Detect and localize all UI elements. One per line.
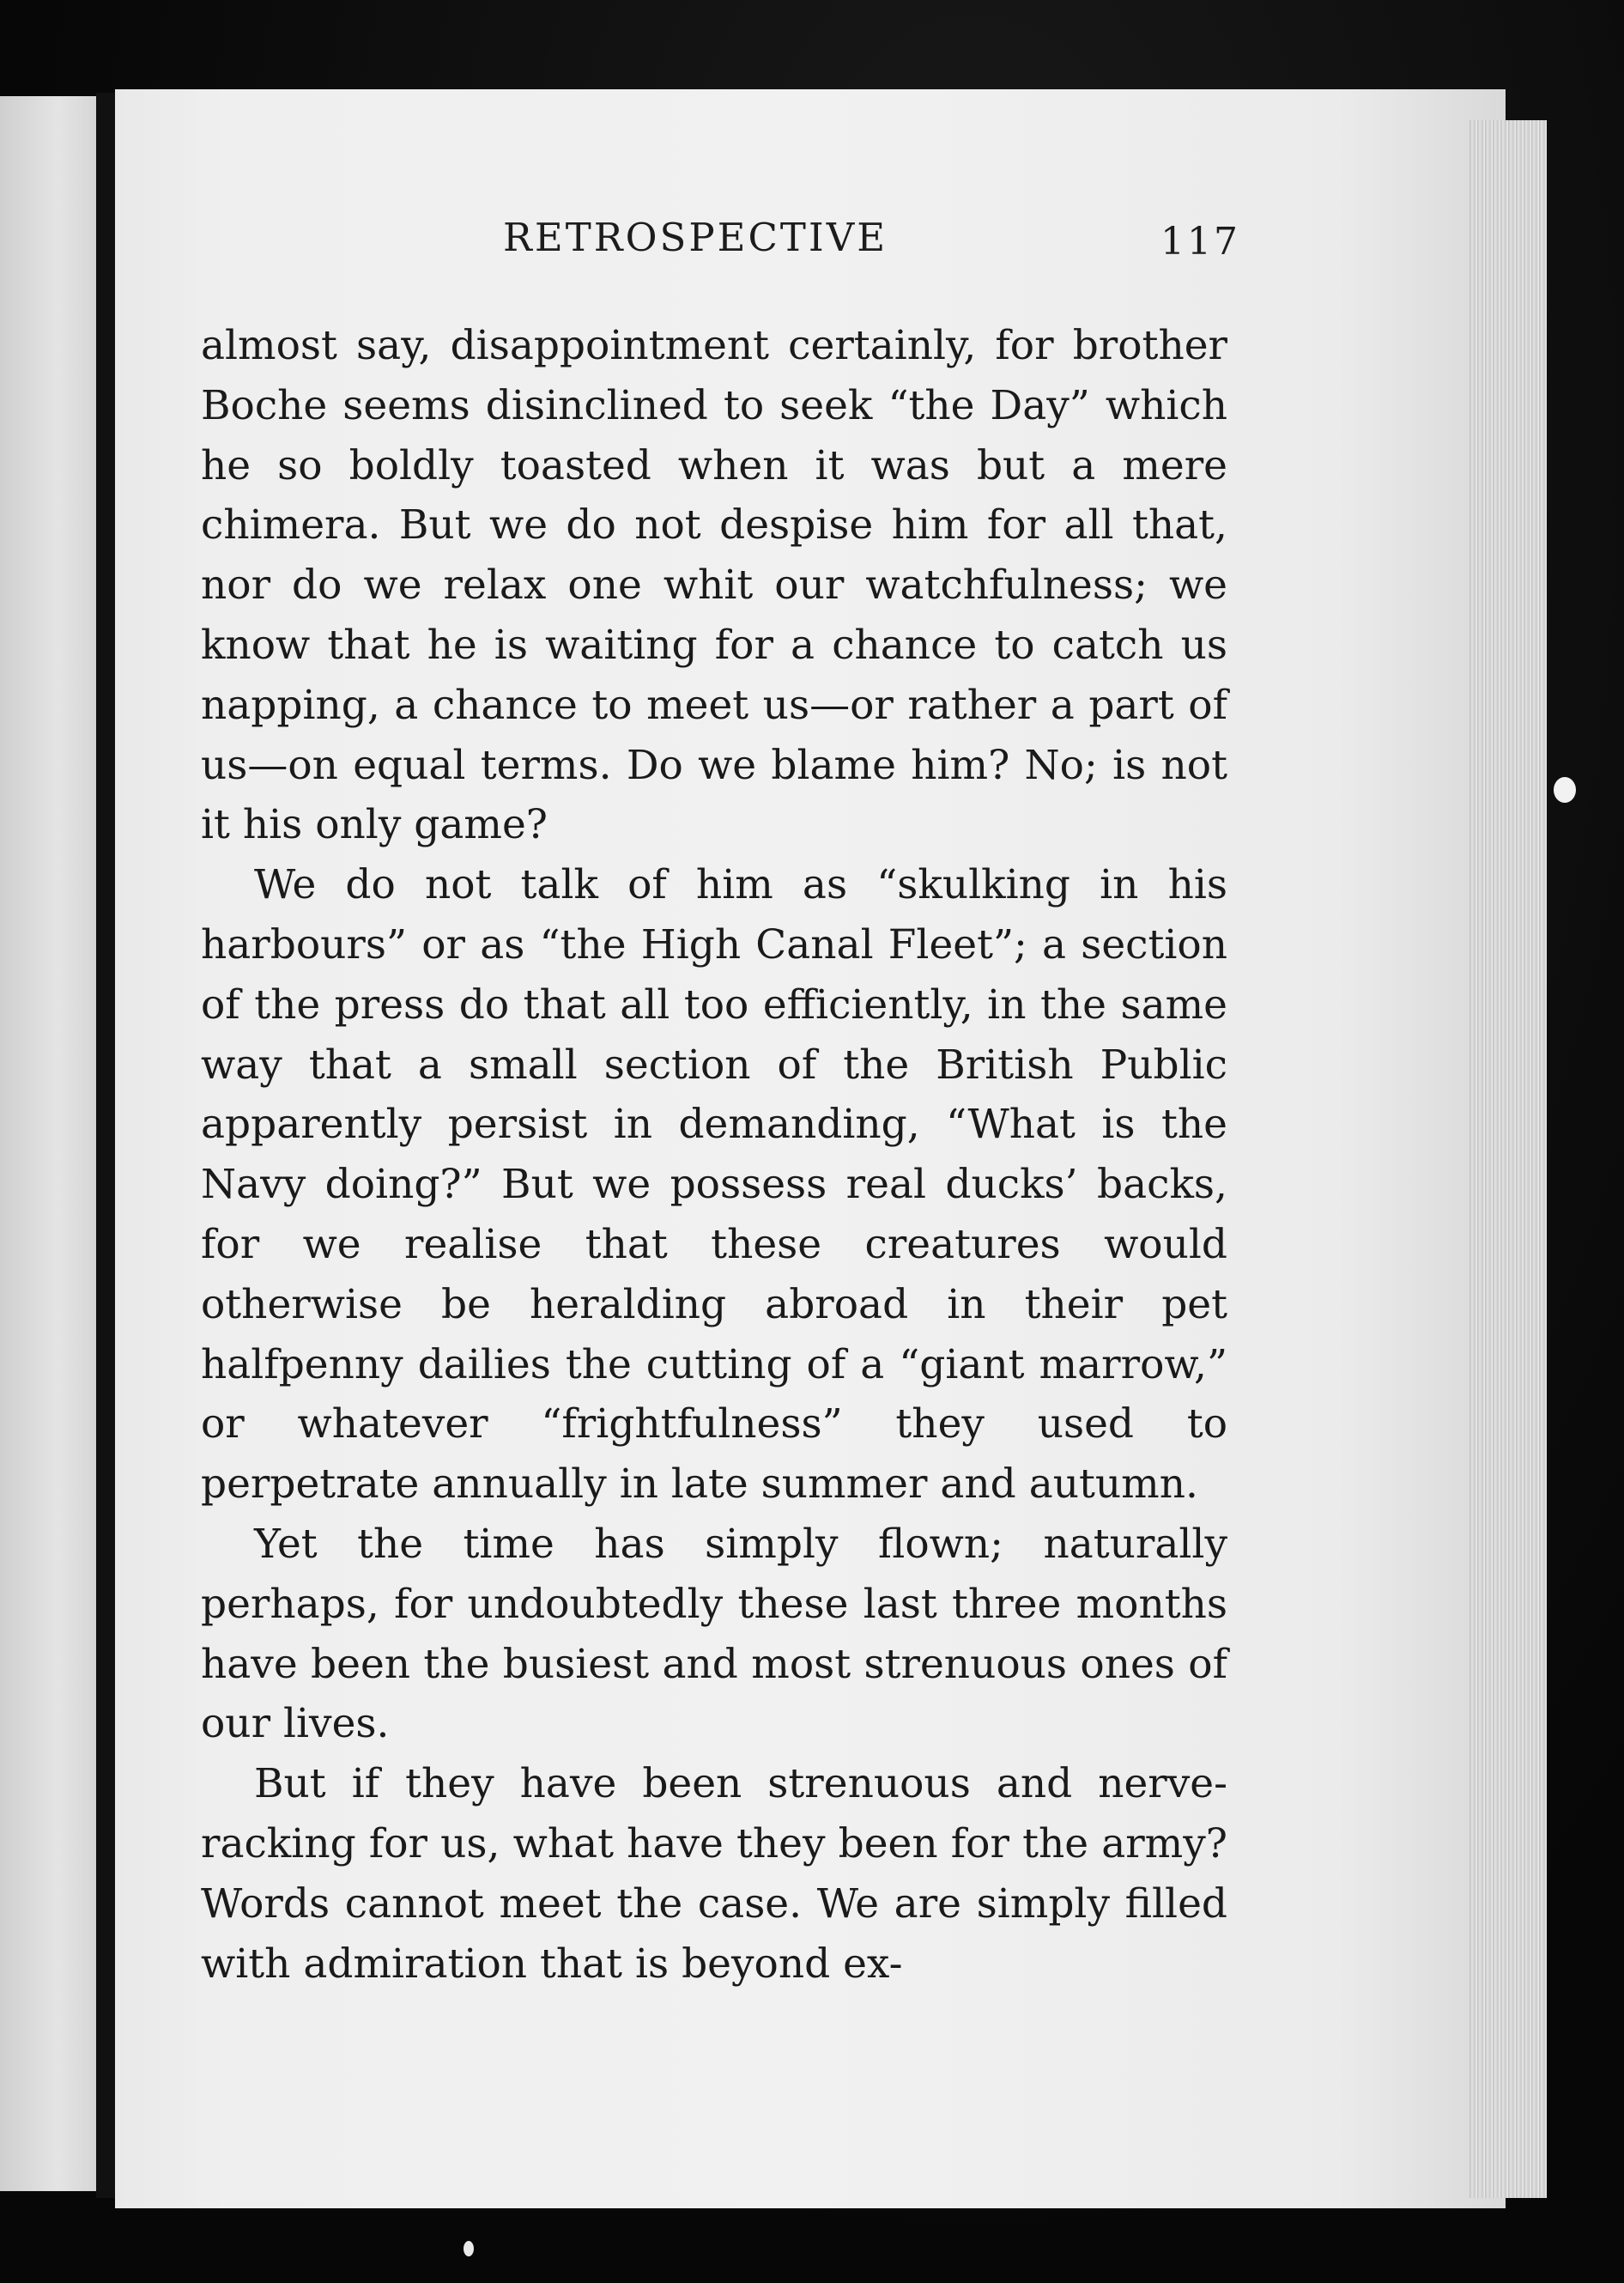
scan-speck	[1554, 777, 1576, 803]
page-number: 117	[1160, 220, 1240, 264]
scan-speck	[464, 2241, 474, 2256]
page-body	[201, 316, 1227, 1994]
paragraph: We do not talk of him as “skulking in his harbours” or as “the High Canal Fleet”; a section of the press do that all too efficiently, in the same way that a small section of the British Public apparently persist in demanding, “What is the Navy doing?” But we possess real ducks’ backs, for we realise that these creatures would otherwise be heralding abroad in their pet halfpenny dailies the cutting of a “giant marrow,” or whatever “frightfulness” they used to perpetrate annually in late summer and autumn.	[201, 861, 1227, 1509]
book-gutter	[96, 93, 117, 2198]
page-stack-edges	[1469, 120, 1547, 2198]
paragraph: But if they have been strenuous and nerve-racking for us, what have they been for the army? Words cannot meet the case. We are simply filled with admiration that is beyond ex-	[201, 1760, 1227, 1988]
facing-page-edge	[0, 96, 96, 2191]
paragraph: almost say, disappointment certainly, for brother Boche seems disinclined to seek “the Day” which he so boldly toasted when it was but a mere chimera. But we do not despise him for all that, nor do we relax one whit our watchfulness; we know that he is waiting for a chance to catch us napping, a chance to meet us—or rather a part of us—on equal terms. Do we blame him? No; is not it his only game?	[201, 322, 1227, 849]
paragraph: Yet the time has simply flown; naturally perhaps, for undoubtedly these last three months have been the busiest and most strenuous ones of our lives.	[201, 1520, 1227, 1748]
running-title: RETROSPECTIVE	[503, 215, 888, 260]
